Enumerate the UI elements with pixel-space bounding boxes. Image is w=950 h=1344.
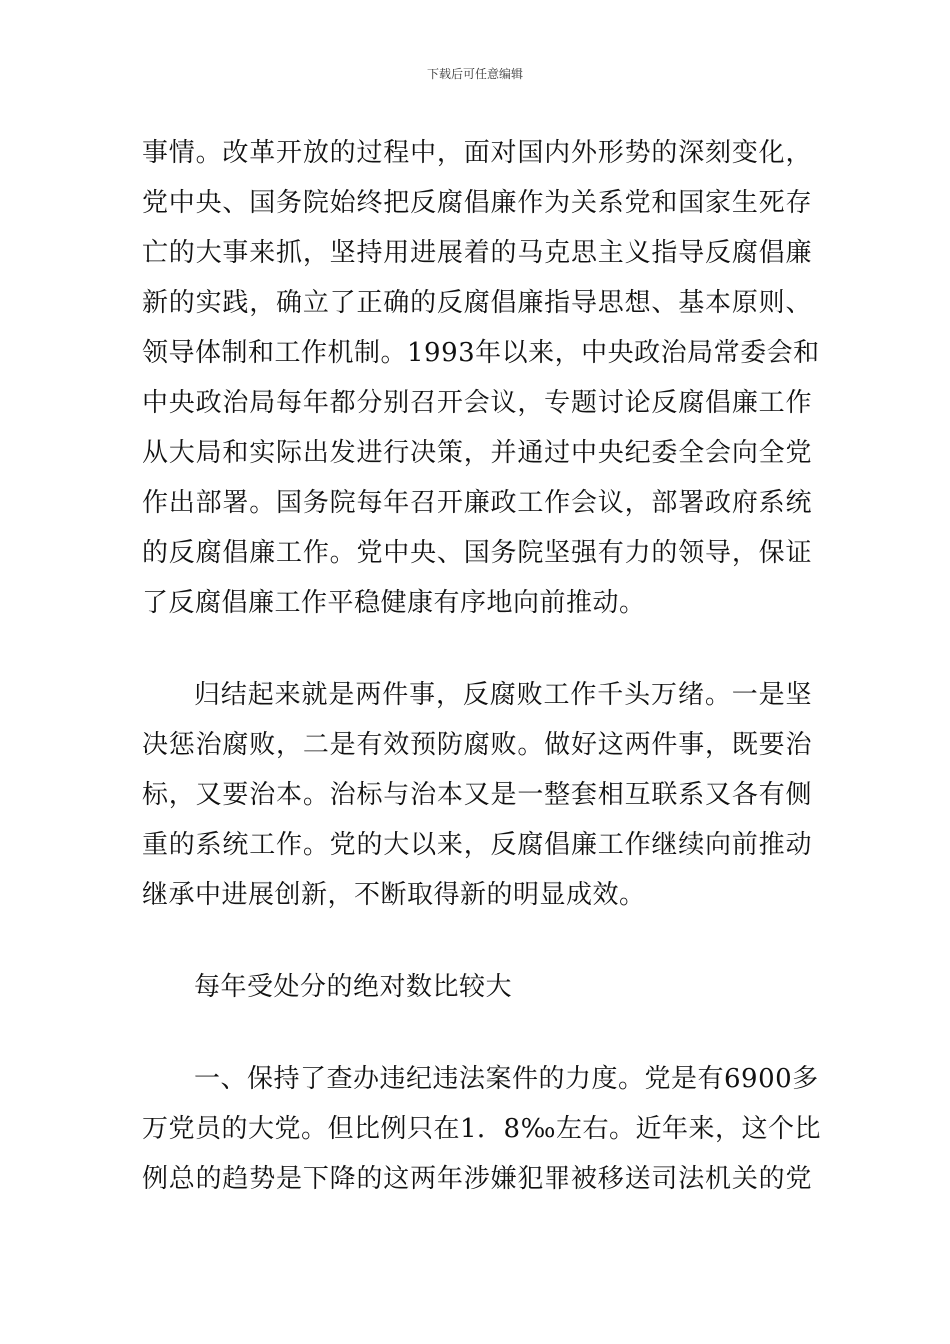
paragraph-spacer: [142, 920, 812, 962]
text-line: 作出部署。国务院每年召开廉政工作会议，部署政府系统: [142, 488, 812, 518]
text-line: 领导体制和工作机制。1993年以来，中央政治局常委会和: [142, 338, 820, 368]
text-line: 继承中进展创新，不断取得新的明显成效。: [142, 880, 646, 910]
text-line: 重的系统工作。党的大以来，反腐倡廉工作继续向前推动: [142, 830, 812, 860]
text-line: 事情。改革开放的过程中，面对国内外形势的深刻变化，: [142, 138, 812, 168]
paragraph-2: [142, 670, 812, 920]
paragraph-3-heading: [142, 962, 812, 1012]
text-line: 一、保持了查办违纪违法案件的力度。党是有6900多: [194, 1064, 819, 1094]
paragraph-spacer: [142, 628, 812, 670]
document-body: [142, 128, 821, 1204]
paragraph-spacer: [142, 1012, 812, 1054]
header-note: 下载后可任意编辑: [426, 67, 523, 81]
paragraph-4: [142, 1054, 821, 1204]
text-line: 新的实践，确立了正确的反腐倡廉指导思想、基本原则、: [142, 288, 812, 318]
text-line: 例总的趋势是下降的这两年涉嫌犯罪被移送司法机关的党: [142, 1164, 812, 1194]
text-line: 标，又要治本。治标与治本又是一整套相互联系又各有侧: [142, 780, 812, 810]
text-line: 的反腐倡廉工作。党中央、国务院坚强有力的领导，保证: [142, 538, 812, 568]
section-heading: 每年受处分的绝对数比较大: [194, 972, 513, 1002]
text-line: 党中央、国务院始终把反腐倡廉作为关系党和国家生死存: [142, 188, 812, 218]
text-line: 归结起来就是两件事，反腐败工作千头万绪。一是坚: [194, 680, 812, 710]
text-line: 亡的大事来抓，坚持用进展着的马克思主义指导反腐倡廉: [142, 238, 812, 268]
paragraph-1: [142, 128, 820, 628]
text-line: 万党员的大党。但比例只在1．8‰左右。近年来，这个比: [142, 1114, 821, 1144]
text-line: 中央政治局每年都分别召开会议，专题讨论反腐倡廉工作: [142, 388, 812, 418]
text-line: 从大局和实际出发进行决策，并通过中央纪委全会向全党: [142, 438, 812, 468]
text-line: 了反腐倡廉工作平稳健康有序地向前推动。: [142, 588, 646, 618]
text-line: 决惩治腐败，二是有效预防腐败。做好这两件事，既要治: [142, 730, 812, 760]
